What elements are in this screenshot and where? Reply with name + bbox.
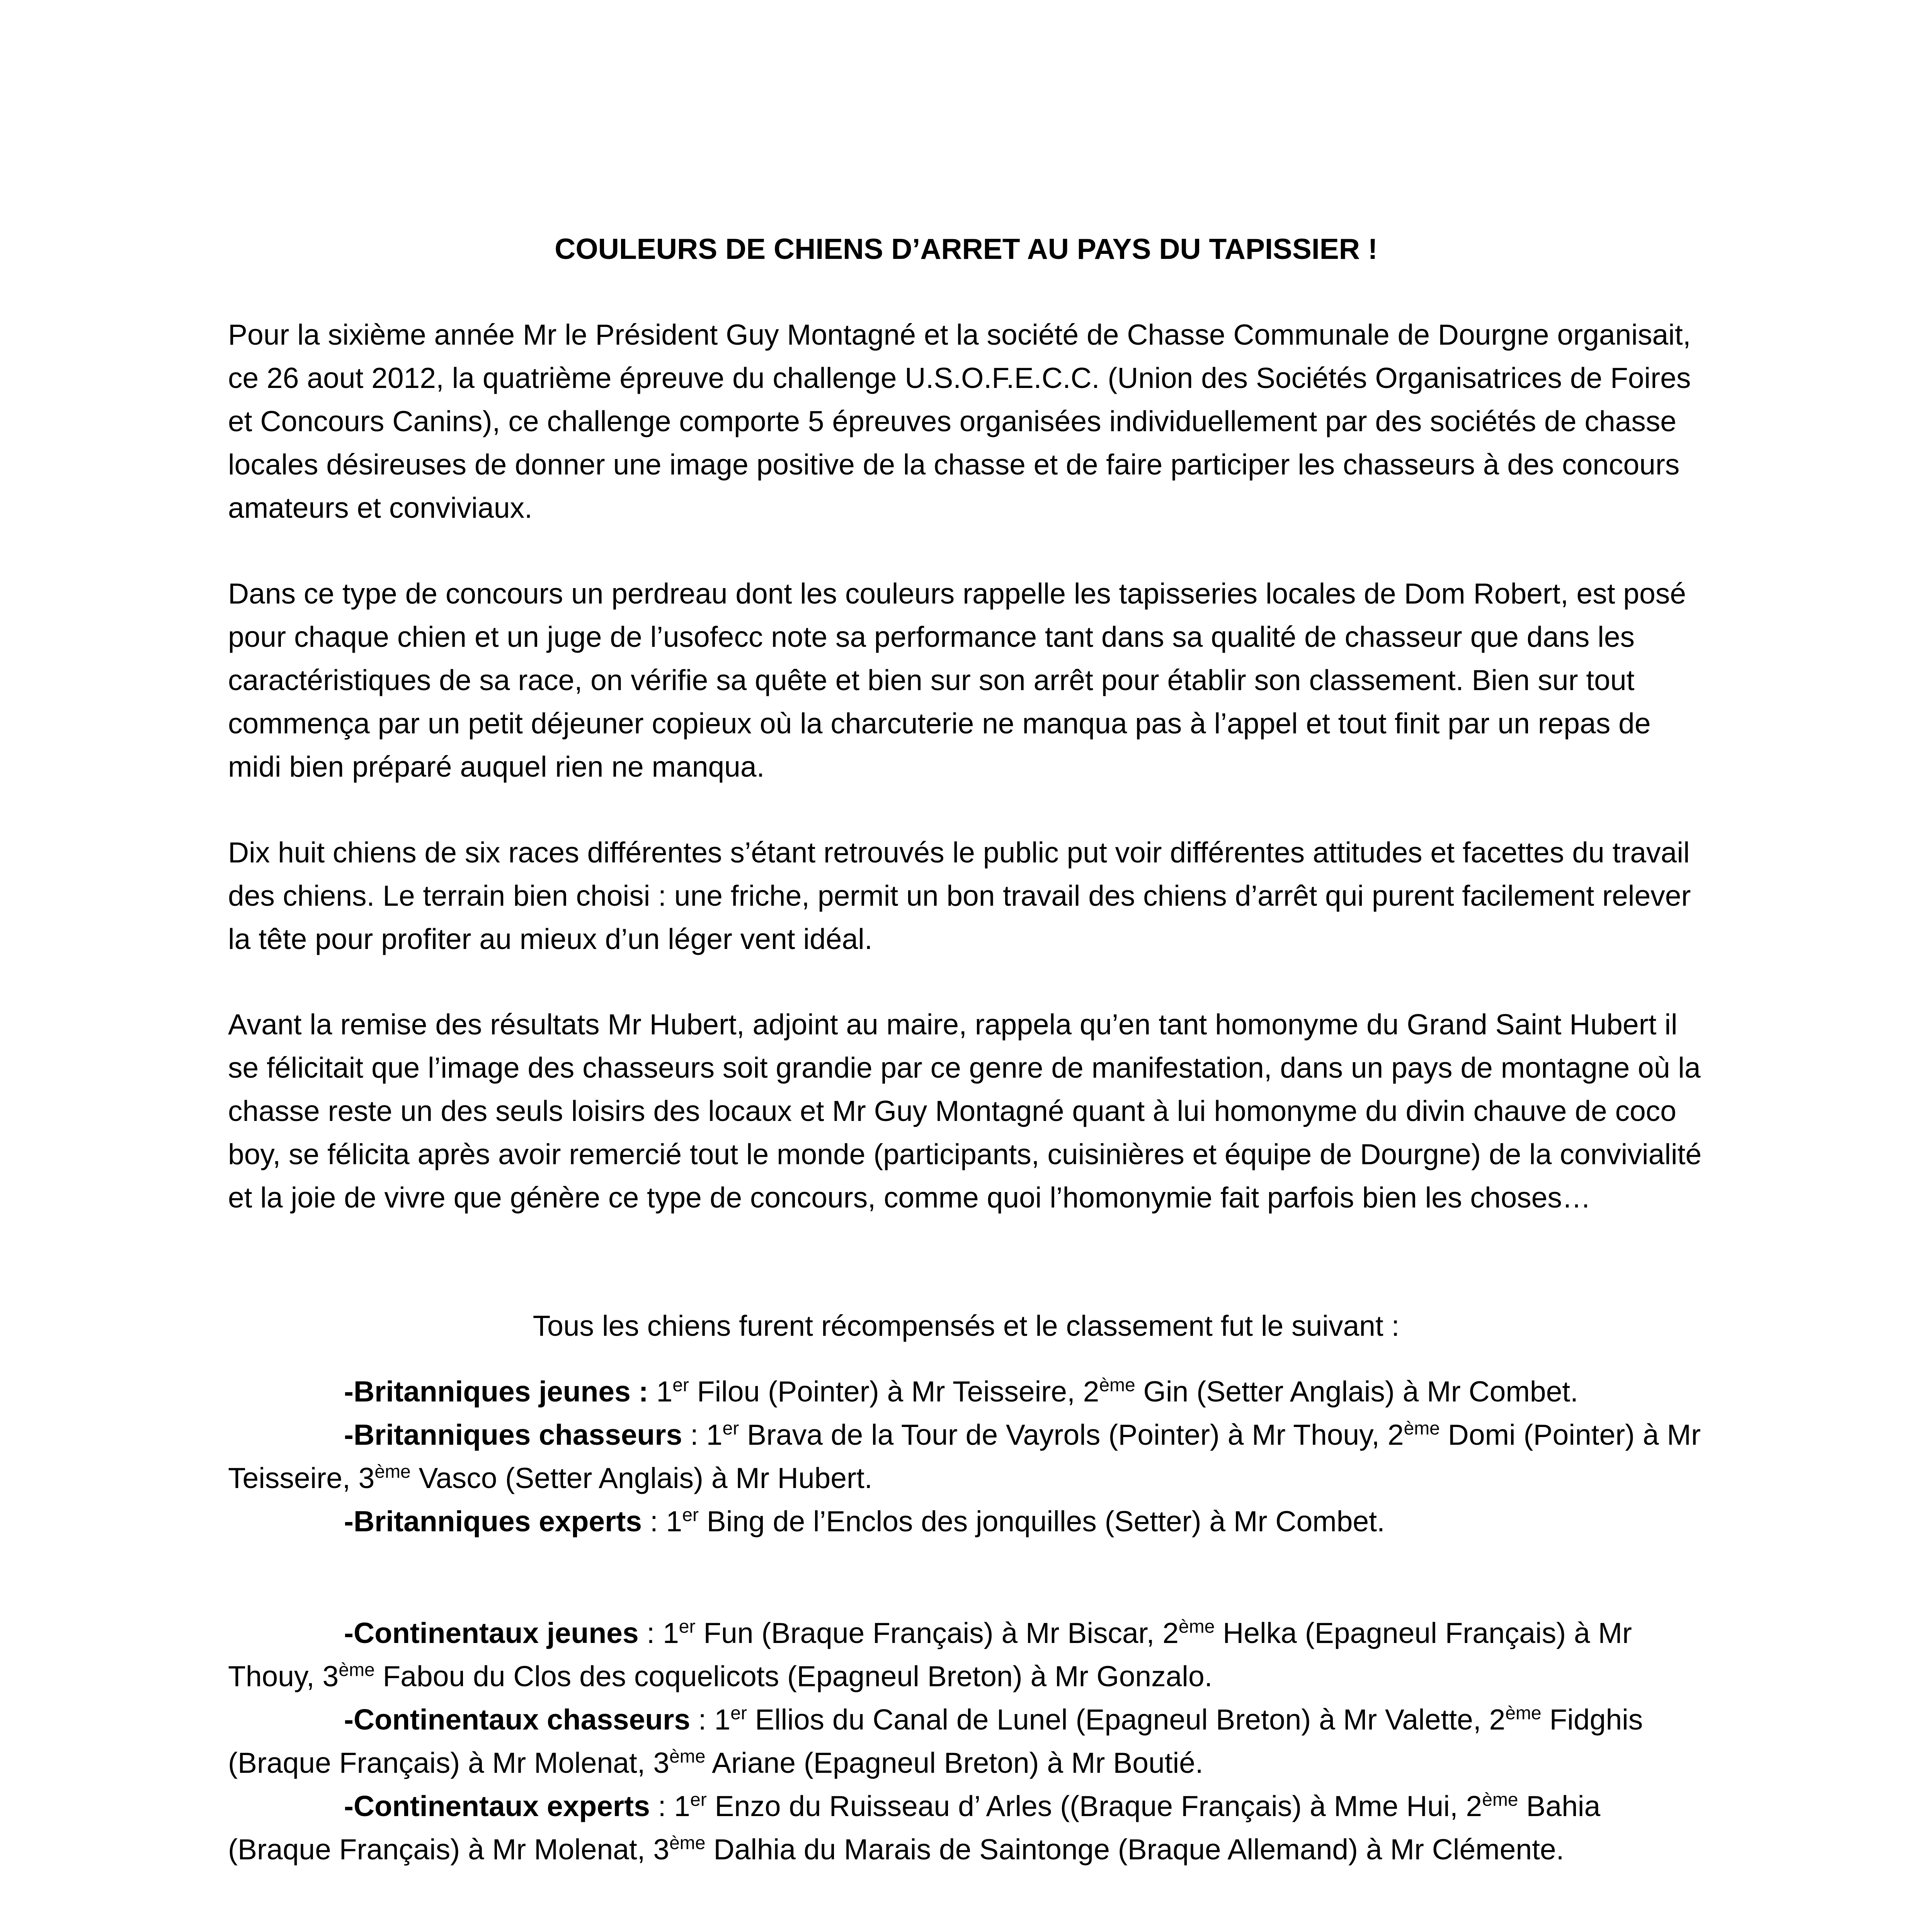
- ordinal-suffix: ème: [669, 1833, 706, 1854]
- paragraph-intro: Pour la sixième année Mr le Président Guy Montagné et la société de Chasse Communale de Dourgne organisait, ce 26 aout 2012, la quatrième épreuve du challenge U.S.O.F.E.C.C. (Union des Sociétés Organisatrices de Foires et Concours Canins), ce challenge comporte 5 épreuves organisées individuellement par des sociétés de chasse locales désireuses de donner une image positive de la chasse et de faire participer les chasseurs à des concours amateurs et conviviaux.: [228, 318, 1691, 524]
- ordinal-suffix: er: [679, 1616, 696, 1637]
- results-intro: Tous les chiens furent récompensés et le classement fut le suivant :: [533, 1310, 1400, 1342]
- ordinal-suffix: ème: [339, 1660, 375, 1680]
- result-continentaux-chasseurs: [228, 1698, 1704, 1784]
- result-britanniques-chasseurs: [228, 1413, 1704, 1500]
- result-text: Filou (Pointer) à Mr Teisseire, 2: [689, 1375, 1099, 1408]
- ordinal-suffix: er: [730, 1703, 747, 1724]
- result-britanniques-jeunes: [228, 1370, 1704, 1413]
- result-text: Gin (Setter Anglais) à Mr Combet.: [1135, 1375, 1578, 1408]
- ordinal-suffix: ème: [374, 1461, 411, 1482]
- result-text: Domi (Pointer) à Mr Teisseire, 3: [228, 1418, 1701, 1494]
- result-continentaux-experts: [228, 1784, 1704, 1871]
- result-text: : 1: [642, 1505, 682, 1537]
- article-title: COULEURS DE CHIENS D’ARRET AU PAYS DU TAPISSIER !: [555, 233, 1378, 265]
- ordinal-suffix: ème: [669, 1746, 706, 1767]
- result-text: Bing de l’Enclos des jonquilles (Setter) à Mr Combet.: [698, 1505, 1385, 1537]
- result-text: Fabou du Clos des coquelicots (Epagneul Breton) à Mr Gonzalo.: [374, 1660, 1213, 1692]
- ordinal-suffix: er: [672, 1375, 689, 1396]
- result-text: : 1: [650, 1790, 691, 1822]
- ordinal-suffix: er: [682, 1505, 699, 1526]
- result-text: Fidghis (Braque Français) à Mr Molenat, 3: [228, 1703, 1643, 1779]
- result-text: 1: [648, 1375, 673, 1408]
- result-text: Ellios du Canal de Lunel (Epagneul Breton) à Mr Valette, 2: [747, 1703, 1506, 1736]
- result-text: Brava de la Tour de Vayrols (Pointer) à Mr Thouy, 2: [739, 1418, 1404, 1451]
- ordinal-suffix: ème: [1404, 1418, 1440, 1439]
- result-text: Ariane (Epagneul Breton) à Mr Boutié.: [705, 1747, 1203, 1779]
- result-text: Helka (Epagneul Français) à Mr Thouy, 3: [228, 1617, 1632, 1692]
- paragraph-contest-description: Dans ce type de concours un perdreau dont les couleurs rappelle les tapisseries locales de Dom Robert, est posé pour chaque chien et un juge de l’usofecc note sa performance tant dans sa qualité de chasseur que dans les caractéristiques de sa race, on vérifie sa quête et bien sur son arrêt pour établir son classement. Bien sur tout commença par un petit déjeuner copieux où la charcuterie ne manqua pas à l’appel et tout finit par un repas de midi bien préparé auquel rien ne manqua.: [228, 577, 1686, 783]
- ordinal-suffix: ème: [1178, 1616, 1215, 1637]
- result-britanniques-experts: [228, 1500, 1704, 1543]
- result-text: Fun (Braque Français) à Mr Biscar, 2: [695, 1617, 1179, 1649]
- result-text: : 1: [690, 1703, 731, 1736]
- ordinal-suffix: er: [690, 1789, 707, 1810]
- result-text: Enzo du Ruisseau d’ Arles ((Braque Français) à Mme Hui, 2: [706, 1790, 1482, 1822]
- category-label: -Britanniques experts: [344, 1505, 642, 1537]
- results-britanniques: [228, 1370, 1704, 1543]
- category-label: -Continentaux chasseurs: [344, 1703, 691, 1736]
- result-text: : 1: [638, 1617, 679, 1649]
- ordinal-suffix: er: [722, 1418, 739, 1439]
- paragraph-dogs: Dix huit chiens de six races différentes s’étant retrouvés le public put voir différentes attitudes et facettes du travail des chiens. Le terrain bien choisi : une friche, permit un bon travail des chiens d’arrêt qui purent facilement relever la tête pour profiter au mieux d’un léger vent idéal.: [228, 836, 1691, 955]
- result-text: Dalhia du Marais de Saintonge (Braque Allemand) à Mr Clémente.: [705, 1833, 1564, 1866]
- category-label: -Britanniques chasseurs: [344, 1418, 682, 1451]
- results-continentaux: [228, 1611, 1704, 1871]
- result-text: Bahia (Braque Français) à Mr Molenat, 3: [228, 1790, 1601, 1866]
- result-text: Vasco (Setter Anglais) à Mr Hubert.: [410, 1462, 873, 1494]
- category-label: -Continentaux experts: [344, 1790, 650, 1822]
- ordinal-suffix: ème: [1099, 1375, 1135, 1396]
- ordinal-suffix: ème: [1505, 1703, 1542, 1724]
- result-text: : 1: [682, 1418, 723, 1451]
- category-label: -Continentaux jeunes: [344, 1617, 639, 1649]
- category-label: -Britanniques jeunes :: [344, 1375, 648, 1408]
- result-continentaux-jeunes: [228, 1611, 1704, 1698]
- paragraph-speeches: Avant la remise des résultats Mr Hubert, adjoint au maire, rappela qu’en tant homonyme du Grand Saint Hubert il se félicitait que l’image des chasseurs soit grandie par ce genre de manifestation, dans un pays de montagne où la chasse reste un des seuls loisirs des locaux et Mr Guy Montagné quant à lui homonyme du divin chauve de coco boy, se félicita après avoir remercié tout le monde (participants, cuisinières et équipe de Dourgne) de la convivialité et la joie de vivre que génère ce type de concours, comme quoi l’homonymie fait parfois bien les choses…: [228, 1008, 1702, 1214]
- ordinal-suffix: ème: [1482, 1789, 1518, 1810]
